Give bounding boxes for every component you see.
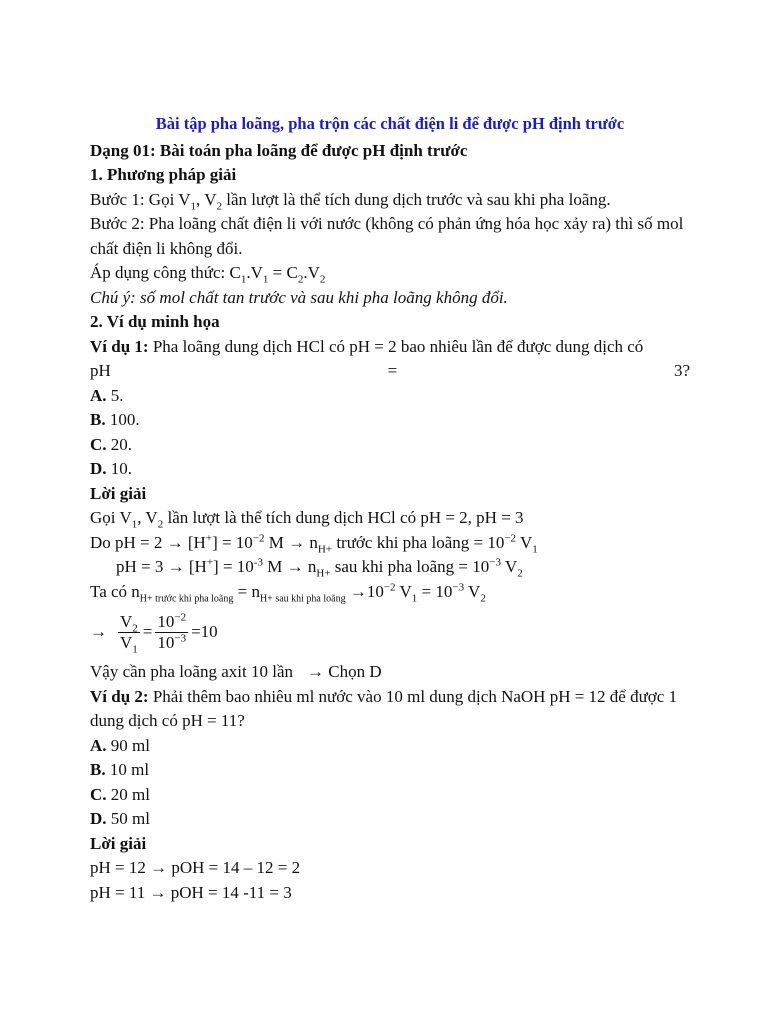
ex1-option-a: A. 5. bbox=[90, 385, 124, 405]
formula-line: Áp dụng công thức: $C_1.V_1 = C_2.V_2$ bbox=[90, 263, 326, 286]
ex1-solution-line-1: Gọi $V_1$, $V_2$ lần lượt là thể tích dung dịch HCl có pH = 2, pH = 3 bbox=[90, 508, 524, 531]
ex1-solution-line-3: pH = $3 \to [H^+] = 10^{-3}$ $M \to n_{H+}$ sau khi pha loãng = $10^{-3}$ $V_2$ bbox=[116, 556, 523, 580]
ex1-solution-line-4: Ta có $n_{H+ trước khi pha loãng} = n_{H+ sau khi pha loãng} \to 10^{-2}$ $V_1 = 10^{-3}$ $V_2$ bbox=[90, 580, 486, 604]
example-2-question: Ví dụ 2: Phải thêm bao nhiêu ml nước vào 10 ml dung dịch NaOH pH = 12 để được 1 dung dịch có pH = 11? bbox=[90, 686, 678, 730]
step-1: Bước 1: Gọi $V_1$, $V_2$ lần lượt là thể tích dung dịch trước và sau khi pha loãng. bbox=[90, 189, 611, 212]
fraction-powers: $\frac{10^{-2}}{10^{-3}}$ bbox=[157, 610, 187, 652]
ex1-solution-heading: Lời giải bbox=[90, 483, 147, 503]
ex2-option-a: A. 90 ml bbox=[90, 735, 150, 755]
example-1-question: Ví dụ 1: Pha loãng dung dịch HCl có pH = 2 bao nhiêu lần để được dung dịch có bbox=[90, 336, 644, 356]
ex1-option-d: D. 10. bbox=[90, 459, 133, 478]
ex1-conclusion: Vậy cần pha loãng axit 10 lần → Chọn D bbox=[90, 662, 382, 681]
ex2-solution-heading: Lời giải bbox=[90, 833, 147, 853]
document-title: Bài tập pha loãng, pha trộn các chất điện li để được pH định trước bbox=[155, 114, 625, 133]
ex2-solution-line-2: pH = 11 → pOH = 14 -11 = 3 bbox=[90, 882, 292, 902]
ex1-option-c: C. 20. bbox=[90, 434, 133, 454]
section-examples-heading: 2. Ví dụ minh họa bbox=[90, 312, 220, 331]
ex1-solution-line-2: Do pH = $2 \to [H^+] = 10^{-2}$ $M \to n_{H+}$ trước khi pha loãng = $10^{-2}$ $V_1$ bbox=[90, 531, 538, 555]
type-heading: Dạng 01: Bài toán pha loãng để được pH định trước bbox=[90, 140, 468, 160]
ex2-option-d: D. 50 ml bbox=[90, 809, 150, 828]
note-line: Chú ý: số mol chất tan trước và sau khi pha loãng không đổi. bbox=[90, 287, 508, 307]
document-page bbox=[90, 112, 690, 905]
ex1-fraction-equation: → $\frac{V_2}{V_1}$ = $\frac{10^{-2}}{10^{-3}}$ =10 bbox=[90, 610, 218, 655]
ex2-option-c: C. 20 ml bbox=[90, 784, 150, 804]
ex2-solution-line-1: pH = 12 → pOH = 14 – 12 = 2 bbox=[90, 858, 301, 877]
step-2: Bước 2: Pha loãng chất điện li với nước (không có phản ứng hóa học xảy ra) thì số mol chất điện li không đổi. bbox=[90, 214, 684, 258]
example-1-question-cont: pH = 3? bbox=[90, 361, 690, 380]
ex2-option-b: B. 10 ml bbox=[90, 760, 150, 779]
section-method-heading: 1. Phương pháp giải bbox=[90, 165, 237, 184]
fraction-v2-v1: $\frac{V_2}{V_1}$ bbox=[120, 611, 138, 655]
ex1-option-b: B. 100. bbox=[90, 410, 140, 429]
